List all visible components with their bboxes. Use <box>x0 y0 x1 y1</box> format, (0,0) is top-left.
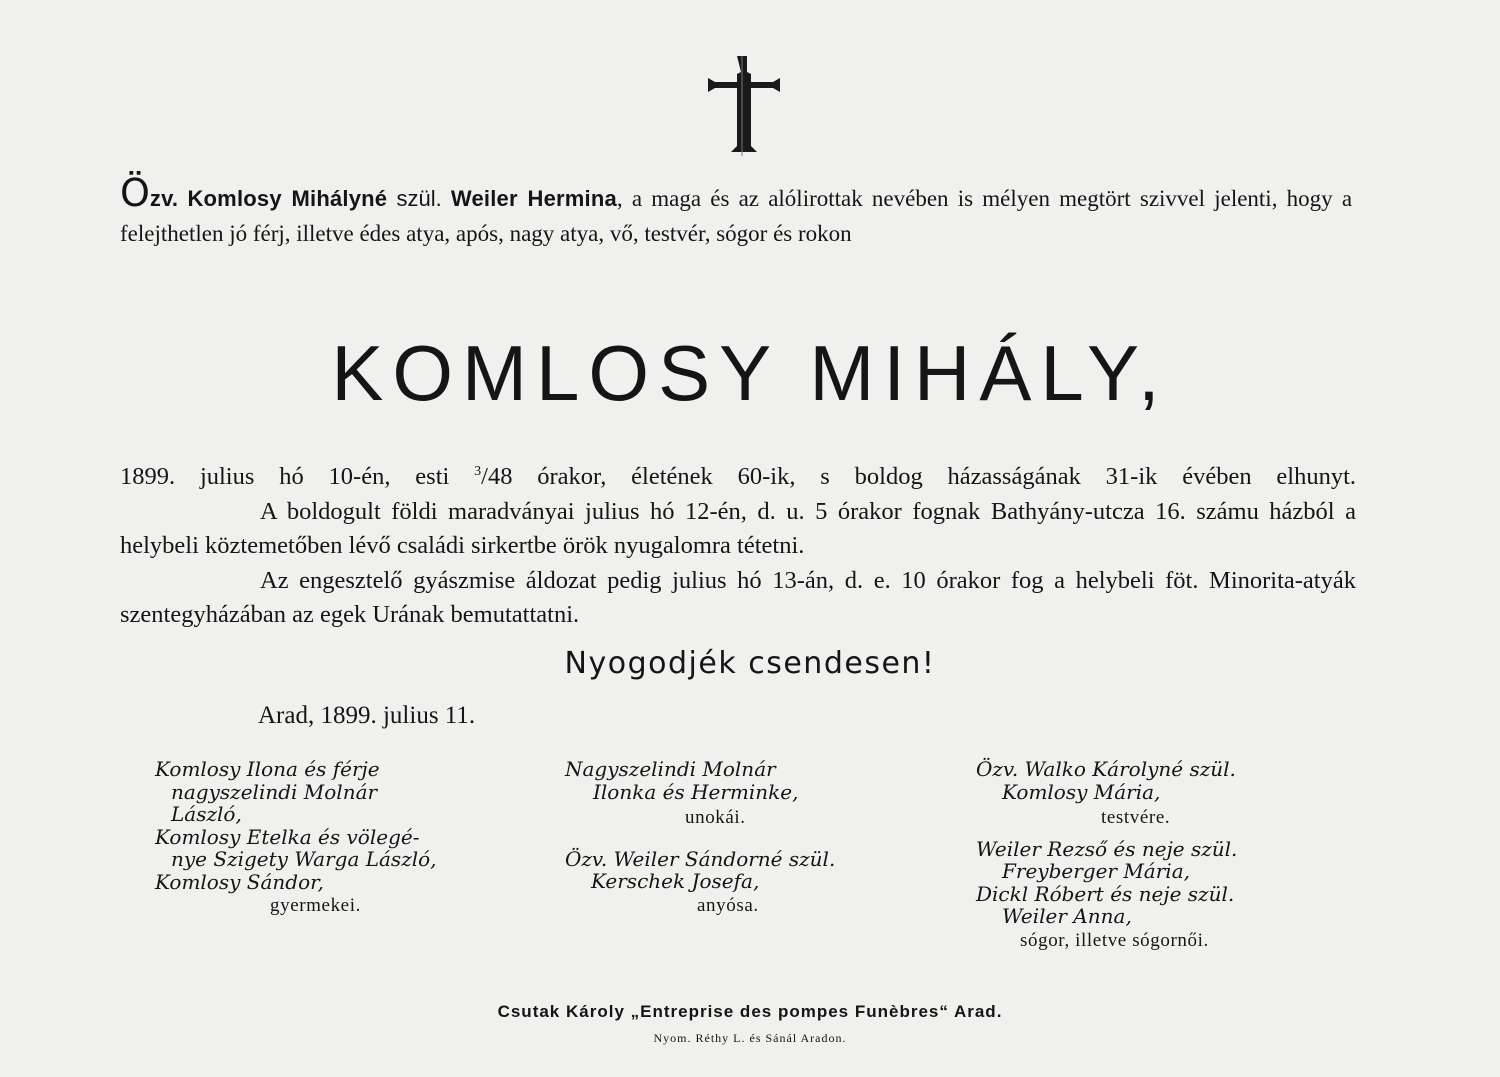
mourners-children <box>155 758 515 918</box>
mourner-line: László, <box>171 802 242 826</box>
printer-imprint: Nyom. Réthy L. és Sánál Aradon. <box>653 1031 847 1045</box>
mourner-role: anyósa. <box>697 894 759 916</box>
ozv-initial: Ö <box>120 171 150 215</box>
mourner-line: nagyszelindi Molnár <box>171 779 378 804</box>
mass-details: Az engesztelő gyászmise áldozat pedig julius hó 13-án, d. e. 10 órakor fog a helybeli föt. Minorita-atyák szentegyházában az egek Urának bemutattatni. <box>120 566 1356 629</box>
mourner-line: Komlosy Etelka és völegé- <box>155 824 420 849</box>
mourner-role: sógor, illetve sógornői. <box>1020 929 1209 951</box>
mourner-line: Ilonka és Herminke, <box>593 779 799 804</box>
place-date: Arad, 1899. julius 11. <box>258 702 476 729</box>
mourners-relatives <box>976 758 1356 952</box>
mourner-line: Nagyszelindi Molnár <box>565 757 776 781</box>
announcement-intro <box>120 171 1353 251</box>
mourner-line: Özv. Walko Károlyné szül. <box>976 757 1236 781</box>
ozv-abbrev: zv. <box>149 186 179 211</box>
death-time-text: /48 órakor, életének 60-ik, s boldog házasságának 31-ik évében elhunyt. <box>481 463 1357 491</box>
mourner-role: testvére. <box>1101 807 1171 828</box>
mourner-line: Dickl Róbert és neje szül. <box>976 881 1235 906</box>
mourner-line: Komlosy Mária, <box>1002 779 1161 804</box>
death-details <box>120 455 1356 495</box>
undertaker-imprint: Csutak Károly „Entreprise des pompes Funèbres“ Arad. <box>497 1002 1003 1021</box>
maiden-name: Weiler Hermina <box>450 186 617 211</box>
time-fraction-sup: 3 <box>474 464 482 479</box>
born-label: szül. <box>396 186 442 211</box>
mourner-line: Kerschek Josefa, <box>591 869 760 893</box>
mourner-line: Özv. Weiler Sándorné szül. <box>565 846 836 871</box>
funeral-details: A boldogult földi maradványai julius hó 12-én, d. u. 5 órakor fognak Bathyány-utcza 16. számu házból a helybeli köztemetőben lévő családi sirkertbe örök nyugalomra tétetni. <box>120 497 1356 560</box>
mourner-line: Komlosy Sándor, <box>155 869 324 894</box>
mourner-line: Weiler Anna, <box>1002 904 1132 928</box>
death-date-text: 1899. julius hó 10-én, esti <box>120 463 450 491</box>
mourner-line: Weiler Rezső és neje szül. <box>976 836 1238 861</box>
latin-cross-icon <box>700 52 784 164</box>
mourner-role: gyermekei. <box>270 895 361 916</box>
mourner-line: Komlosy Ilona és férje <box>155 757 380 781</box>
widow-name: Komlosy Mihályné <box>187 186 388 211</box>
announcement-body <box>120 455 1356 633</box>
mourner-line: nye Szigety Warga László, <box>171 847 437 871</box>
intro-text: , a maga és az alólirottak nevében is mélyen megtört szivvel jelenti, hogy a felejthetlen jó férj, illetve édes atya, após, nagy atya, vő, testvér, sógor és rokon <box>120 186 1353 246</box>
rest-in-peace-motto: Nyogodjék csendesen! <box>564 646 936 681</box>
mourners-grandchildren <box>565 758 925 917</box>
mourner-role: unokái. <box>685 807 746 828</box>
deceased-name: KOMLOSY MIHÁLY, <box>331 329 1169 417</box>
mourner-line: Freyberger Mária, <box>1002 859 1190 883</box>
